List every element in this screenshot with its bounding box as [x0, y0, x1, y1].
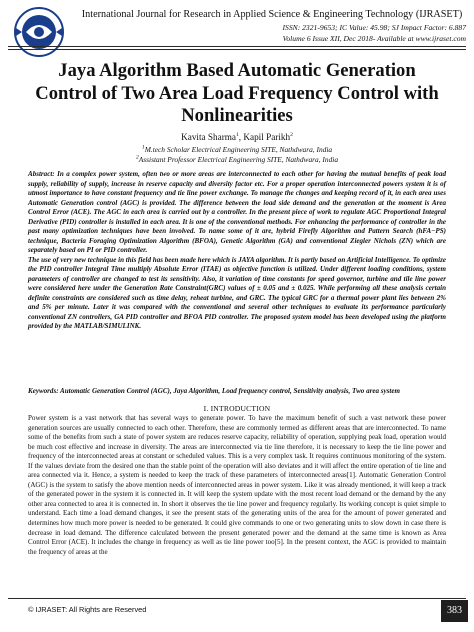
author-1-sup: 1	[235, 131, 239, 138]
affiliation-2-sup: 2	[135, 154, 139, 161]
section-heading-introduction: I. INTRODUCTION	[203, 404, 271, 413]
issn-line: ISSN: 2321-9653; IC Value: 45.98; SJ Impact Factor: 6.887	[282, 23, 466, 32]
keywords-label: Keywords:	[28, 387, 59, 395]
header-divider	[8, 46, 466, 47]
journal-name: International Journal for Research in Applied Science & Engineering Technology (IJRASET)	[81, 9, 463, 20]
title-line-1: Jaya Algorithm Based Automatic Generation	[58, 60, 416, 81]
author-2-sup: 2	[290, 131, 293, 138]
abstract-paragraph-1	[28, 170, 446, 256]
title-line-2: Control of Two Area Load Frequency Control with	[35, 82, 439, 104]
paper-title	[10, 60, 464, 128]
author-separator: ,	[238, 132, 244, 142]
footer-divider	[8, 598, 466, 599]
affiliation-1-sup: 1	[141, 144, 145, 151]
affiliation-2-text: Assistant Professor Electrical Engineering SITE, Nathdwara, India	[138, 155, 339, 164]
keywords-text: Automatic Generation Control (AGC), Jaya Algorithm, Load frequency control, Sensitivity analysis, Two area system	[58, 387, 400, 395]
introduction-body	[28, 414, 446, 557]
copyright-notice: © IJRASET: All Rights are Reserved	[28, 605, 147, 614]
keywords	[28, 387, 446, 397]
abstract-label: Abstract:	[28, 170, 55, 178]
author-2: Kapil Parikh	[243, 132, 291, 142]
introduction-paragraph-1: Power system is a vast network that has several ways to generate power. To have the maximum benefit of such a vast network these power generation sources are usually connected to each other. Therefore, these are commonly termed as different areas that are interconnected. To name some of the benefits from such a state of power system are reduces reserve capacity, reliability of operation, supplying peak load, operation would be much cost effective and increase in diversity. The areas are interconnected via tie line therefore, it is necessary to keep the tie line power and frequency of the interconnected areas at constant or scheduled values. This is a very complex task. It requires continuous monitoring of the system. If the values deviate from the desired one than the stable point of the operation will also deviates and it will affect the entire operation of tie line and area connected via it. Hence, a system is needed to keep the track of these parameters of interconnected areas[1]. Automatic Generation Control (AGC) is the system to satisfy the above mention needs of interconnected areas in power system. Like it was already mentioned, it will keep a track of the generated power in the system it is connected in. It will keep the system update with the most recent load demand or the demand by the any other area connected to area it is connected in. In short it observes the tie line power and frequency regularly. Its working concept is quiet simple to understand. Each time a load demand changes, it see the present stats of the generating units of the area for the amount of power generated and determines how much more power is needed to be generated. It could give commands to one or two generating units to slow down in case there is decrease in load demand. The difference calculated between the present generated power and the demand at the same time is known as Area Control Error (ACE). It includes the change in frequency as well as tie line power too[5]. In the present context, the AGC is provided to maintain the frequency of areas at the	[28, 414, 446, 556]
title-line-3: Nonlinearities	[181, 105, 293, 126]
abstract	[28, 170, 446, 332]
volume-line: Volume 6 Issue XII, Dec 2018- Available at www.ijraset.com	[282, 34, 466, 43]
abstract-paragraph-2: The use of very new technique in this field has been made here which is JAYA algorithm. It is partly based on Artificial Intelligence. To optimize the PID controller Integral Time multiply Absolute Error (ITAE) as objective function is utilized. Under different loading conditions, system parameters of controller are changed to test its sensitivity. Also, it variation of time constants for speed governor, turbine and tile line power were considered here under the Generation Rate Constraint(GRC) values of ± 0.05 and ± 0.025. While performing all these analysis certain definite constraints are considered such as time delay, reheat turbine, and GRC. The typical GRC for a thermal power plant lies between 2% and 5% per minute. Later it was compared with the conventional and several other techniques to evaluate its performance particularly conventional ZN controllers, GA PID controller and BFOA PID controller. The proposed system model has been developed using the platform provided by the MATLAB/SIMULINK.	[28, 255, 446, 331]
author-list	[0, 132, 474, 142]
journal-header	[0, 0, 474, 62]
affiliation-1	[0, 145, 474, 154]
affiliation-2	[0, 155, 474, 164]
author-1: Kavita Sharma	[181, 132, 236, 142]
header-divider-thin	[8, 49, 466, 50]
affiliation-1-text: M.tech Scholar Electrical Engineering SITE, Nathdwara, India	[144, 145, 333, 154]
abstract-text-1: In a complex power system, often two or more areas are interconnected to each other for having the mutual benefits of peak load supply, reliability of supply, increase in reserve capacity and diversity factor etc. For a proper operation interconnected powers system it is of utmost importance to have constant frequency and tie line power exchange. To manage the changes and keeping record of it, in each area uses Automatic Generation control (AGC) is provided. The difference between the load side demand and the generation at the moment is Area Control Error (ACE). The AGC in each area is carried out by a controller. In the present piece of work to regulate AGC Proportional Integral Derivative (PID) controller is installed in each area. It is one of the conventional methods. For enhancing the performance of controller in the past many optimization techniques have been involved. To name some of it are, hybrid Firefly Algorithm and Pattern Search (hFA−PS) technique, Bacteria Foraging Optimization Algorithm (BFOA), Genetic Algorithm (GA) and conventional Ziegler Nichols (ZN) which are separately based on PI or PID controller.	[28, 170, 446, 255]
page-number: 383	[441, 600, 468, 622]
journal-logo-icon	[8, 6, 70, 58]
